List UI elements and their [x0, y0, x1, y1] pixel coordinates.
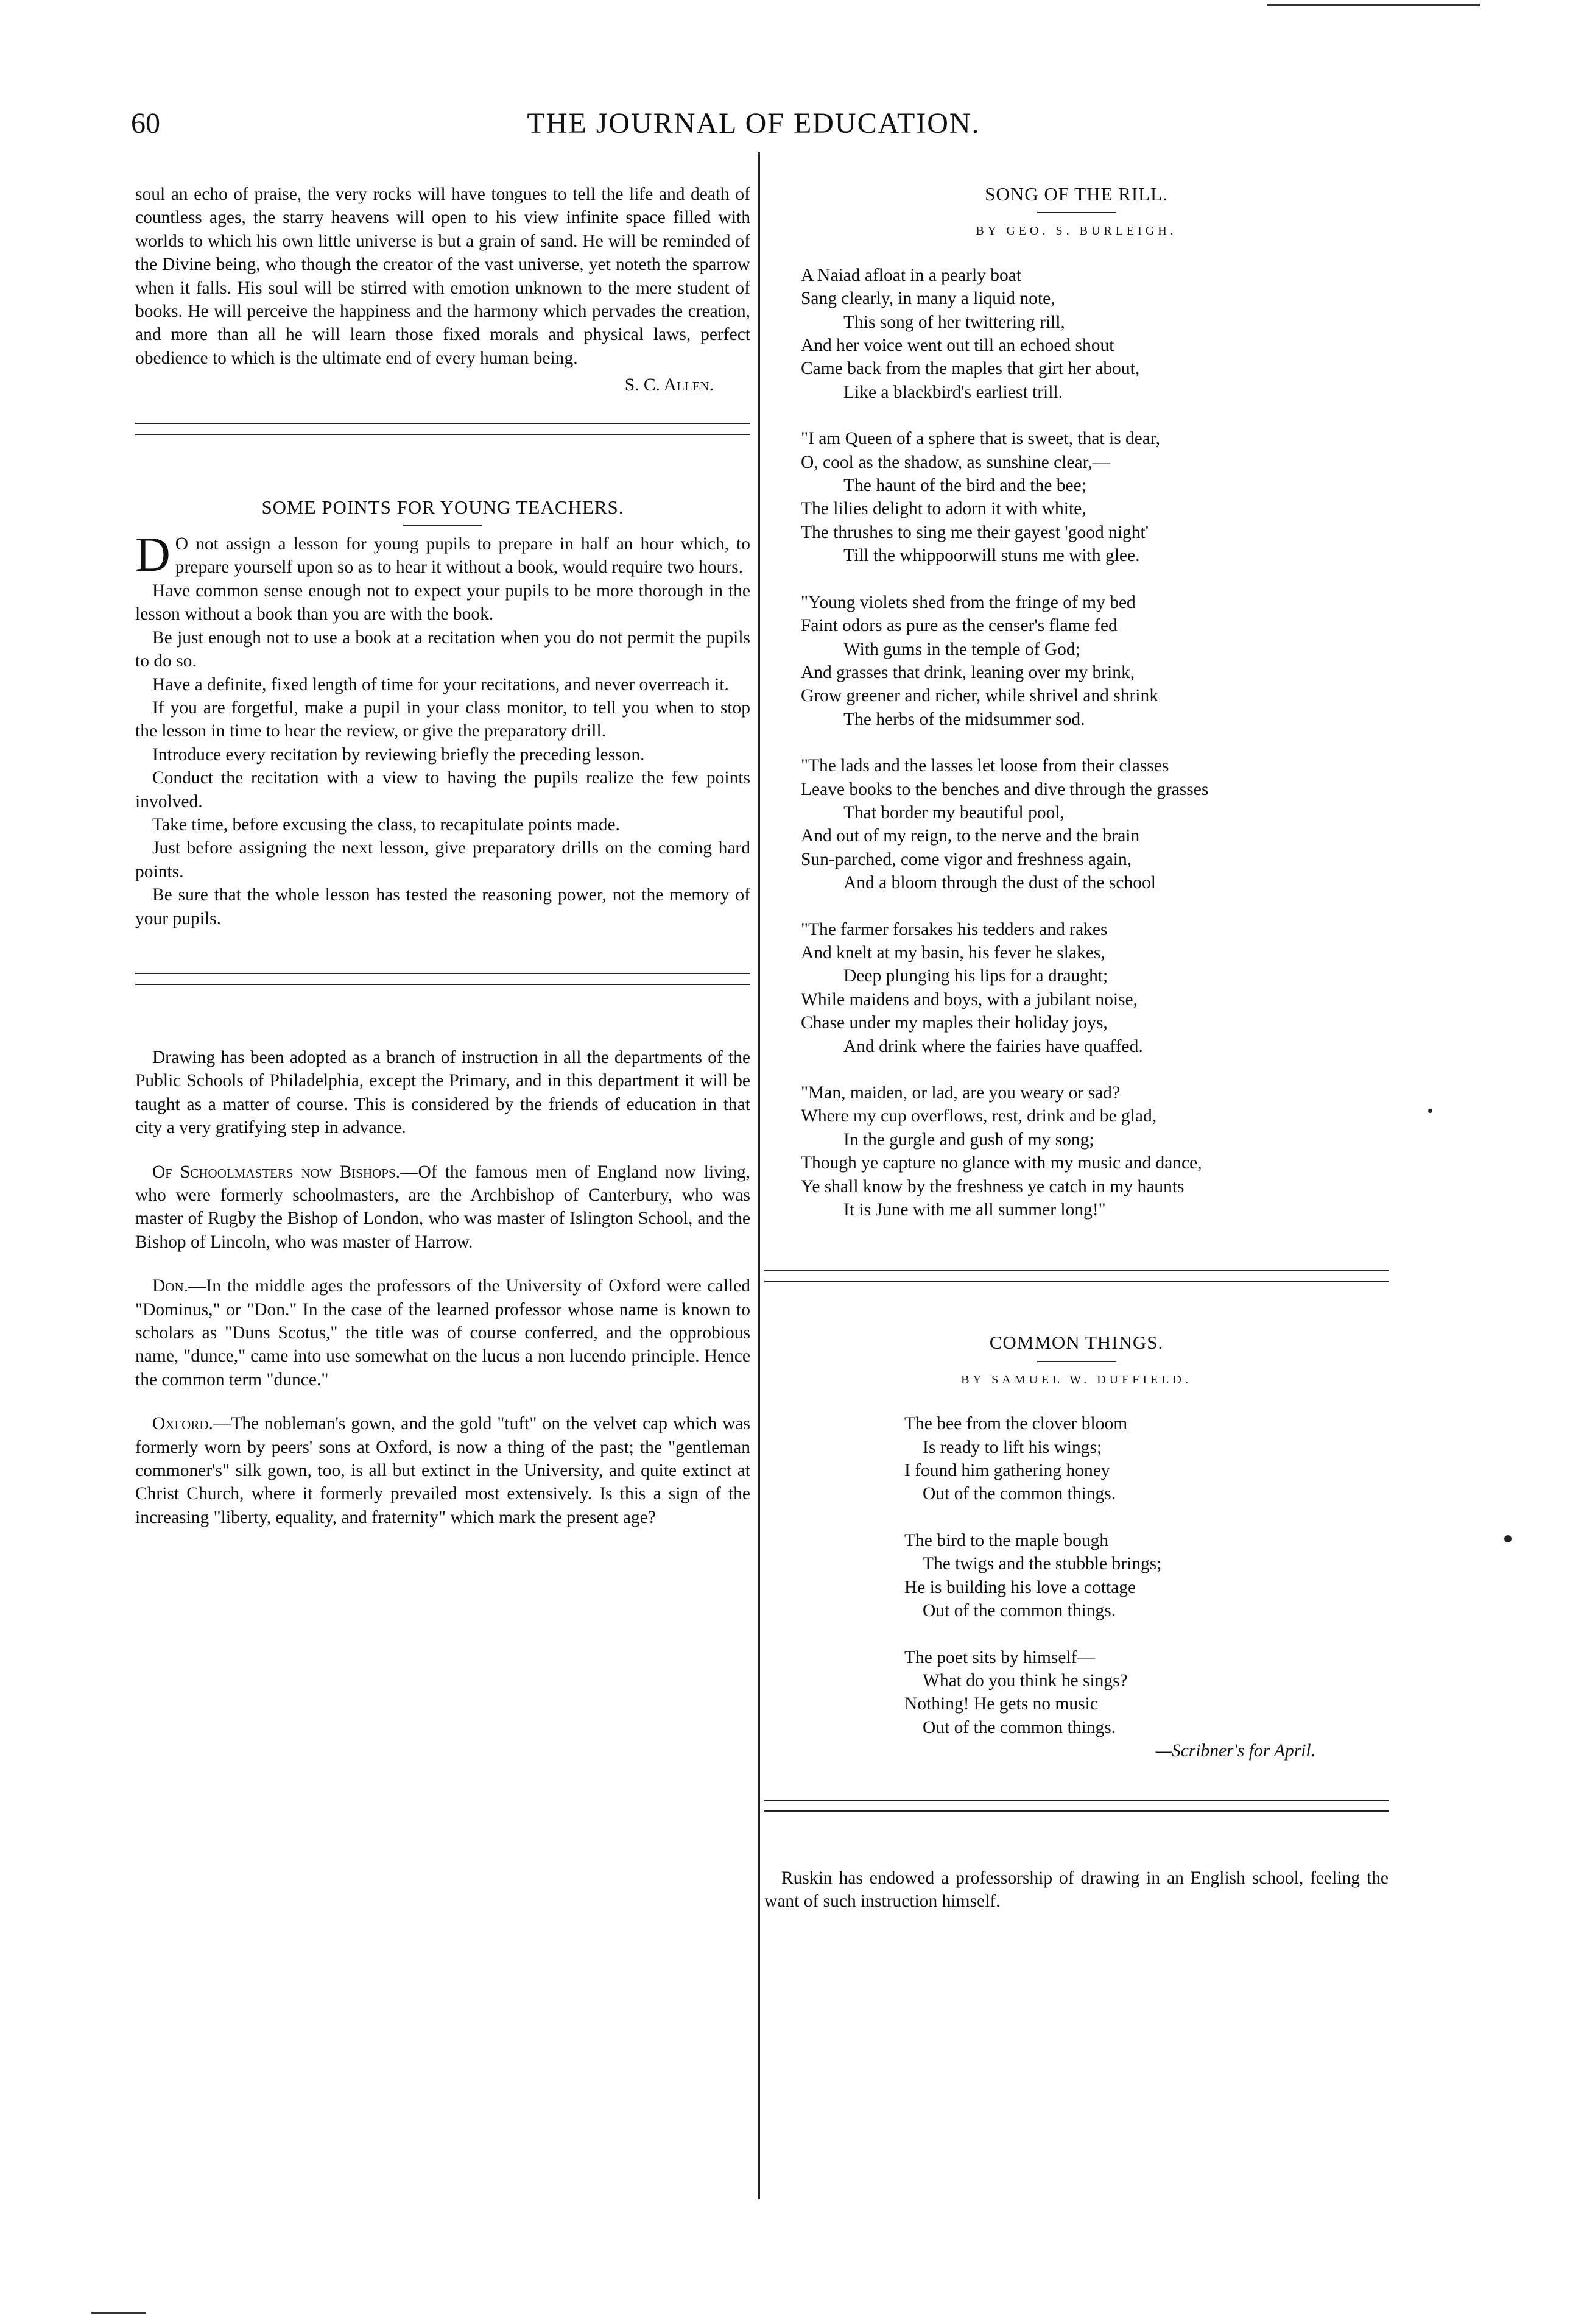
point-item: Take time, before excusing the class, to recapitulate points made. [152, 814, 620, 835]
section-separator [135, 423, 750, 435]
point-item: Conduct the recitation with a view to having the pupils realize the few points involved. [135, 768, 750, 811]
poem-stanza: "The lads and the lasses let loose from their classes Leave books to the benches and dive through the grasses That border my beautiful pool, And out of my reign, to the nerve and the brain Sun-parched, come vigor and freshness again, And a bloom through the dust of the school [801, 756, 1209, 893]
top-edge-rule [1267, 4, 1480, 6]
heading-rule [403, 525, 482, 526]
page-header [131, 107, 1376, 149]
poem-stanza: The poet sits by himself— What do you think he sings? Nothing! He gets no music Out of the common things. [904, 1647, 1128, 1737]
poem-stanza: "I am Queen of a sphere that is sweet, that is dear, O, cool as the shadow, as sunshine clear,— The haunt of the bird and the bee; The lilies delight to adorn it with white, The thrushes to sing me their gayest 'good night' Till the whippoorwill stuns me with glee. [801, 429, 1160, 566]
ink-speck [1428, 1109, 1432, 1113]
left-column [135, 183, 750, 1529]
page-number: 60 [131, 107, 160, 140]
common-things-poem [764, 1412, 1389, 1739]
heading-rule [1037, 1361, 1116, 1362]
don-paragraph: Don.—In the middle ages the professors of the University of Oxford were called "Dominus," or "Don." In the case of the learned professor whose name is known to scholars as "Duns Scotus," the title was of course conferred, and the opprobious name, "dunce," came into use somewhat on the lucus a non lucendo principle. Hence the common term "dunce." [135, 1276, 750, 1390]
young-teachers-heading: SOME POINTS FOR YOUNG TEACHERS. [261, 496, 624, 518]
poem-stanza: The bee from the clover bloom Is ready to lift his wings; I found him gathering honey Out of the common things. [904, 1414, 1128, 1504]
point-item: D O not assign a lesson for young pupils to prepare in half an hour which, to prepare yourself upon so as to hear it without a book, would require two hours. [135, 528, 750, 582]
point-item: Just before assigning the next lesson, give preparatory drills on the coming hard points. [135, 838, 750, 881]
heading-rule [1037, 212, 1116, 213]
bottom-edge-rule [91, 2312, 146, 2314]
poem-stanza: "Young violets shed from the fringe of my bed Faint odors as pure as the censer's flame fed With gums in the temple of God; And grasses that drink, leaning over my brink, Grow greener and richer, while shrivel and shrink The herbs of the midsummer sod. [801, 592, 1158, 729]
point-item: Have a definite, fixed length of time for your recitations, and never overreach it. [152, 674, 729, 694]
point-item: If you are forgetful, make a pupil in your class monitor, to tell you when to stop the lesson in time to hear the review, or give the preparatory drill. [135, 698, 750, 741]
column-divider [758, 152, 760, 2199]
drawing-paragraph: Drawing has been adopted as a branch of instruction in all the departments of the Public Schools of Philadelphia, except the Primary, and in this department it will be taught as a matter of course. This is considered by the friends of education in that city a very gratifying step in advance. [135, 1047, 750, 1138]
oxford-lead: Oxford. [152, 1414, 213, 1434]
rill-byline: BY GEO. S. BURLEIGH. [976, 224, 1177, 238]
point-item: Introduce every recitation by reviewing briefly the preceding lesson. [152, 744, 645, 765]
drop-cap: D [135, 528, 171, 582]
common-things-title: COMMON THINGS. [989, 1332, 1164, 1354]
section-separator [135, 973, 750, 985]
bishops-lead: Of Schoolmasters now Bishops. [152, 1162, 401, 1182]
rill-poem [764, 264, 1389, 1222]
poem-stanza: The bird to the maple bough The twigs and the stubble brings; He is building his love a cottage Out of the common things. [904, 1530, 1162, 1621]
common-things-byline: BY SAMUEL W. DUFFIELD. [961, 1372, 1192, 1386]
oxford-paragraph: Oxford.—The nobleman's gown, and the gold "tuft" on the velvet cap which was formerly worn by peers' sons at Oxford, is now a thing of the past; the "gentleman commoner's" silk gown, too, is all but extinct in the University, and quite extinct at Christ Church, where it formerly prevailed most extensively. Is this a sign of the increasing "liberty, equality, and fraternity" which mark the present age? [135, 1414, 750, 1527]
section-separator [764, 1800, 1389, 1812]
allen-signature: S. C. Allen. [624, 375, 714, 395]
rill-poem-title: SONG OF THE RILL. [985, 183, 1168, 205]
scribners-credit: —Scribner's for April. [1155, 1741, 1315, 1761]
poem-stanza: "Man, maiden, or lad, are you weary or sad? Where my cup overflows, rest, drink and be glad, In the gurgle and gush of my song; Though ye capture no glance with my music and dance, Ye shall know by the freshness ye catch in my haunts It is June with me all summer long!" [801, 1083, 1202, 1220]
point-item: Have common sense enough not to expect your pupils to be more thorough in the lesson without a book than you are with the book. [135, 581, 750, 624]
ink-speck [1504, 1535, 1512, 1542]
don-lead: Don. [152, 1276, 189, 1296]
poem-stanza: "The farmer forsakes his tedders and rakes And knelt at my basin, his fever he slakes, Deep plunging his lips for a draught; While maidens and boys, with a jubilant noise, Chase under my maples their holiday joys, And drink where the fairies have quaffed. [801, 919, 1143, 1056]
point-item: Be sure that the whole lesson has tested the reasoning power, not the memory of your pupils. [135, 885, 750, 928]
right-column [764, 183, 1389, 1913]
ruskin-paragraph: Ruskin has endowed a professorship of drawing in an English school, feeling the want of such instruction himself. [764, 1868, 1389, 1911]
allen-article-text: soul an echo of praise, the very rocks will have tongues to tell the life and death of countless ages, the starry heavens will open to his view infinite space filled with worlds to which his own little universe is but a grain of sand. He will be reminded of the Divine being, who though the creator of the vast universe, yet noteth the sparrow when it falls. His soul will be stirred with emotion unknown to the mere student of books. He will perceive the happiness and the harmony which pervades the creation, and more than all he will learn those fixed morals and physical laws, perfect obedience to which is the ultimate end of every human being. [135, 185, 750, 368]
point-item: Be just enough not to use a book at a recitation when you do not permit the pupils to do so. [135, 627, 750, 671]
bishops-paragraph: Of Schoolmasters now Bishops.—Of the famous men of England now living, who were formerly schoolmasters, are the Archbishop of Canterbury, who was master of Rugby the Bishop of London, who was master of Islington School, and the Bishop of Lincoln, who was master of Harrow. [135, 1162, 750, 1252]
section-separator [764, 1270, 1389, 1282]
poem-stanza: A Naiad afloat in a pearly boat Sang clearly, in many a liquid note, This song of her twittering rill, And her voice went out till an echoed shout Came back from the maples that girt her about, Like a blackbird's earliest trill. [801, 265, 1140, 402]
running-title: THE JOURNAL OF EDUCATION. [527, 107, 980, 140]
